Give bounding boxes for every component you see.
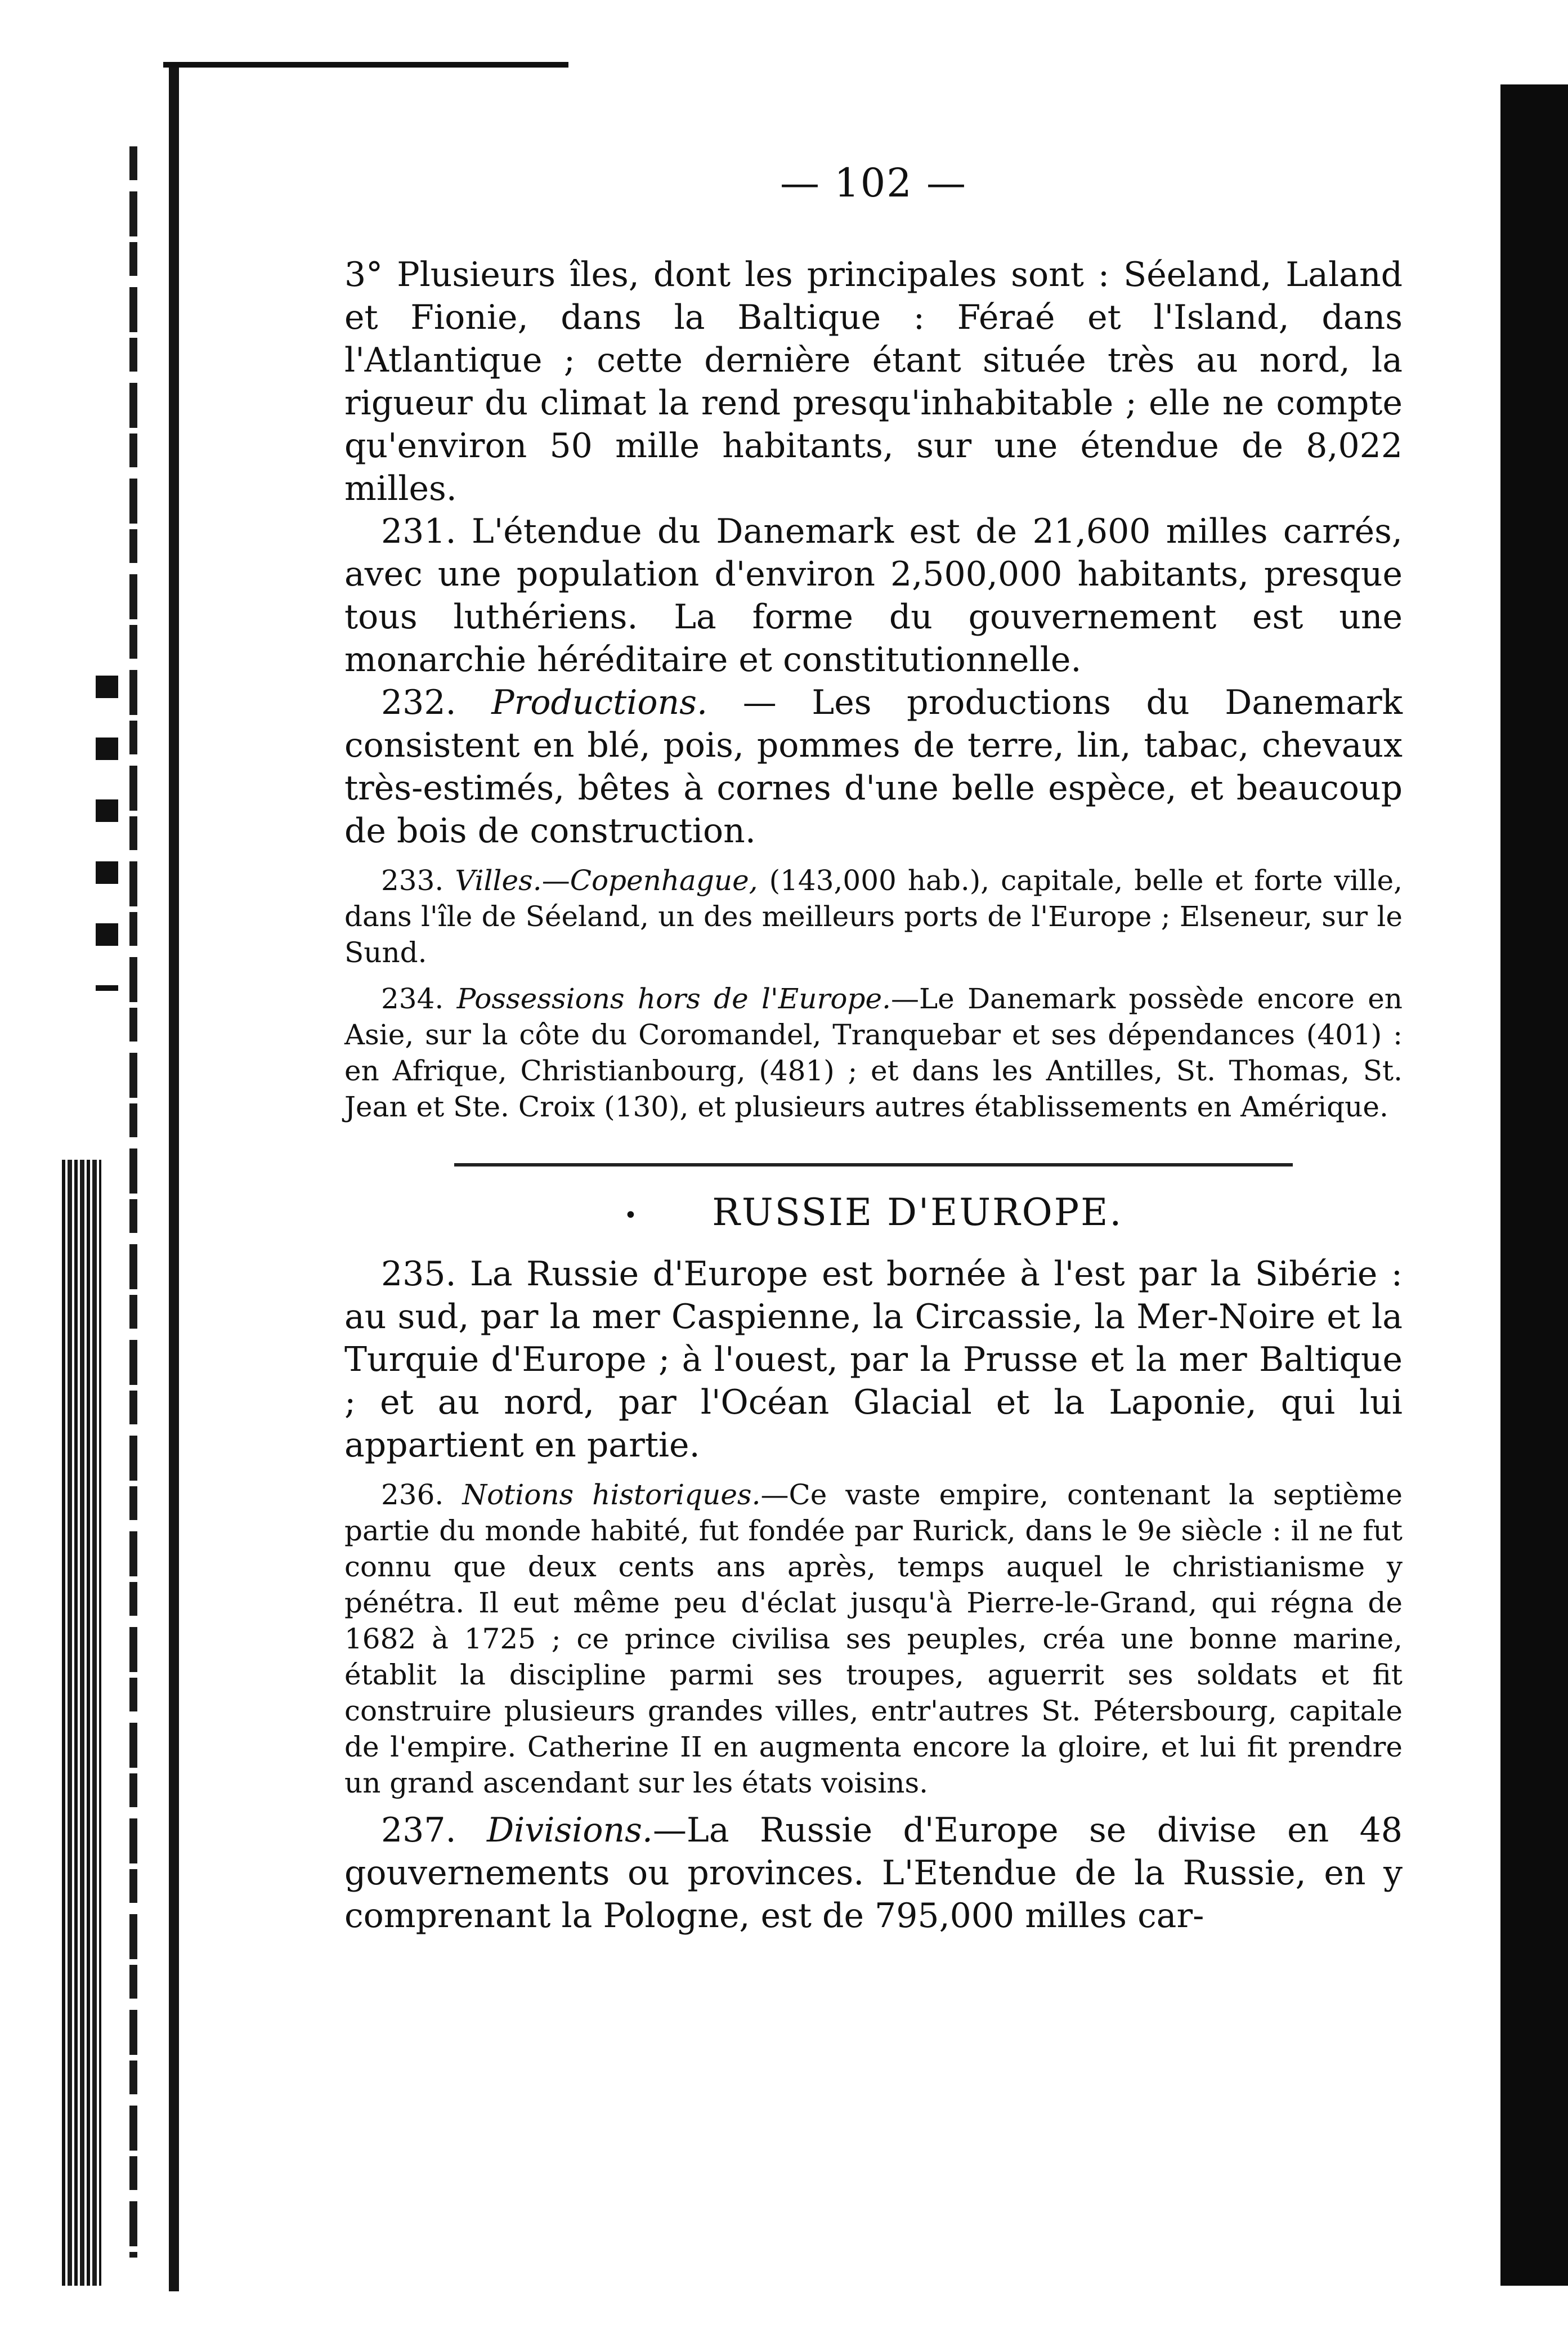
- section-heading: [344, 1190, 1403, 1238]
- page-content: [344, 160, 1403, 1937]
- paragraph-number: 234.: [381, 982, 444, 1015]
- paragraph-text: (143,000 hab.), capitale, belle et forte ville, dans l'île de Séeland, un des meilleurs ports de l'Europe ; Elseneur, sur le Sund.: [344, 864, 1403, 969]
- paragraph-233: [344, 862, 1403, 971]
- paragraph-heading: Productions.: [491, 683, 708, 722]
- paragraph-234: [344, 981, 1403, 1125]
- paragraph-237: [344, 1809, 1403, 1937]
- section-title: RUSSIE D'EUROPE.: [712, 1191, 1123, 1234]
- paragraph-heading: Divisions.: [487, 1811, 653, 1850]
- binding-edge-lower: [62, 1160, 101, 2286]
- paragraph-text: — Les productions du Danemark consistent en blé, pois, pommes de terre, lin, tabac, chevaux très-estimés, bêtes à cornes d'une belle espèce, et beaucoup de bois de construction.: [344, 683, 1403, 851]
- page-number: — 102 —: [779, 160, 967, 206]
- paragraph-islands: 3° Plusieurs îles, dont les principales sont : Séeland, Laland et Fionie, dans la Baltique : Féraé et l'Island, dans l'Atlantique ; cette dernière étant située très au nord, la rigueur du climat la rend presqu'inhabitable ; elle ne compte qu'environ 50 mille habitants, sur une étendue de 8,022 milles.: [344, 255, 1403, 508]
- paragraph-232: [344, 681, 1403, 852]
- page-gutter-line: [169, 68, 179, 2291]
- paragraph-number: 232.: [381, 683, 456, 722]
- binding-marks: [96, 676, 118, 991]
- paragraph-heading: Possessions hors de l'Europe.: [456, 982, 891, 1015]
- paragraph-text: —Ce vaste empire, contenant la septième partie du monde habité, fut fondée par Rurick, dans le 9e siècle : il ne fut connu que deux cents ans après, temps auquel le christianisme y pénétra. Il eut même peu d'éclat jusqu'à Pierre-le-Grand, qui régna de 1682 à 1725 ; ce prince civilisa ses peuples, créa une bonne marine, établit la discipline parmi ses troupes, aguerrit ses soldats et fit construire plusieurs grandes villes, entr'autres St. Pétersbourg, capitale de l'empire. Catherine II en augmenta encore la gloire, et lui fit prendre un grand ascendant sur les états voisins.: [344, 1478, 1403, 1799]
- section-marker: •: [624, 1203, 639, 1228]
- paragraph-231: 231. L'étendue du Danemark est de 21,600 milles carrés, avec une population d'environ 2,500,000 habitants, presque tous luthériens. La forme du gouvernement est une monarchie héréditaire et constitutionnelle.: [344, 512, 1403, 680]
- paragraph-number: 237.: [381, 1811, 456, 1850]
- scan-border-top: [163, 62, 568, 68]
- scan-border-right: [1500, 84, 1568, 2286]
- paragraph-heading: Villes.: [455, 864, 542, 897]
- paragraph-text: —Le Danemark possède encore en Asie, sur la côte du Coromandel, Tranquebar et ses dépendances (401) : en Afrique, Christianbourg, (481) ; et dans les Antilles, St. Thomas, St. Jean et Ste. Croix (130), et plusieurs autres établissements en Amérique.: [344, 982, 1403, 1123]
- paragraph-text: —La Russie d'Europe se divise en 48 gouvernements ou provinces. L'Etendue de la Russie, en y comprenant la Pologne, est de 795,000 milles car-: [344, 1811, 1403, 1936]
- paragraph-235: 235. La Russie d'Europe est bornée à l'est par la Sibérie : au sud, par la mer Caspienne, la Circassie, la Mer-Noire et la Turquie d'Europe ; à l'ouest, par la Prusse et la mer Baltique ; et au nord, par l'Océan Glacial et la Laponie, qui lui appartient en partie.: [344, 1254, 1403, 1465]
- heading-dash: —: [541, 864, 570, 897]
- paragraph-236: [344, 1477, 1403, 1801]
- city-name: Copenhague,: [570, 864, 758, 897]
- binding-edge: [129, 146, 137, 2258]
- paragraph-number: 233.: [381, 864, 444, 897]
- paragraph-heading: Notions historiques.: [462, 1478, 761, 1511]
- paragraph-number: 236.: [381, 1478, 444, 1511]
- section-divider: [454, 1163, 1293, 1166]
